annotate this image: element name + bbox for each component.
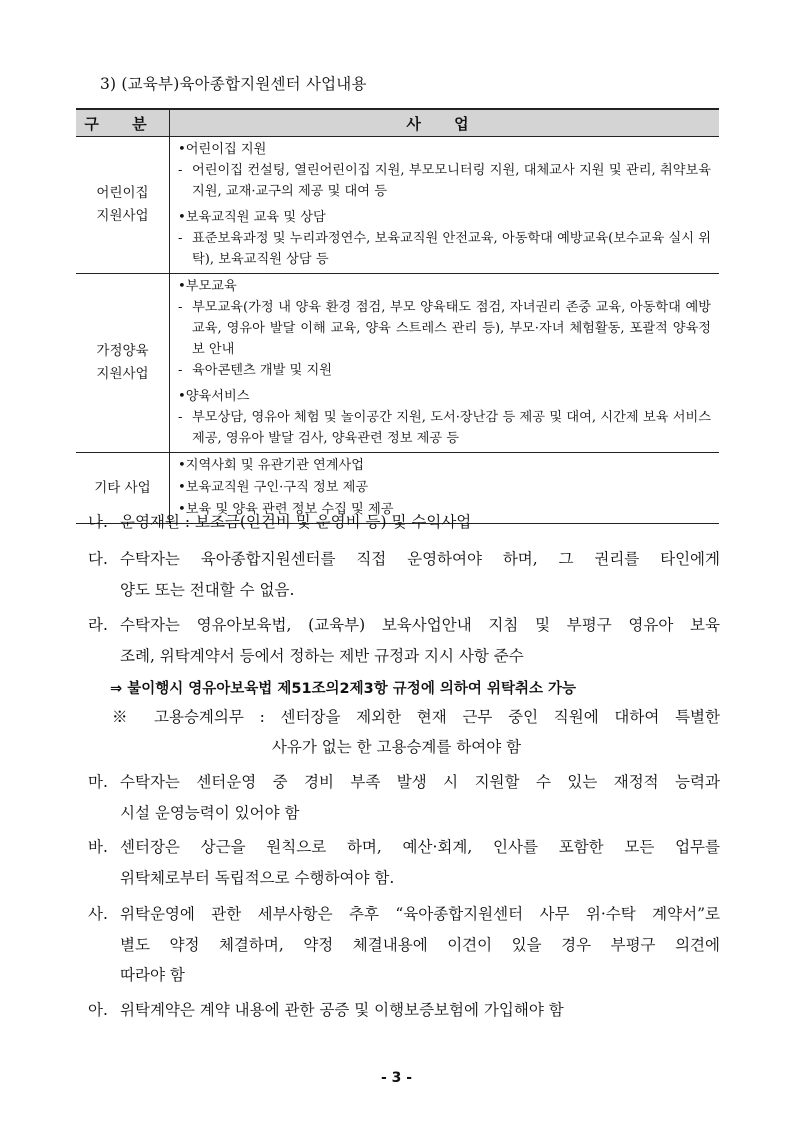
business-table <box>76 108 719 524</box>
dash-marker: - <box>178 231 183 246</box>
row-category <box>76 274 170 453</box>
item-ra <box>88 610 720 671</box>
item-na <box>88 507 720 538</box>
table-header-row <box>76 109 719 137</box>
dash-item <box>178 297 711 360</box>
item-line <box>88 641 720 672</box>
row-content <box>170 137 720 274</box>
item-label <box>88 930 120 961</box>
item-label <box>88 863 120 894</box>
item-label: 나. <box>88 513 108 531</box>
item-text: 수탁자는 센터운영 중 경비 부족 발생 시 지원할 수 있는 재정적 능력과 <box>120 773 720 791</box>
category-line: 가정양육 <box>96 343 149 359</box>
table-row <box>76 137 719 274</box>
bullet-item: •양육서비스 <box>178 389 250 404</box>
item-label <box>88 641 120 672</box>
item-label <box>88 575 120 606</box>
bullet-item: •보육교직원 구인·구직 정보 제공 <box>178 480 369 495</box>
item-line <box>88 544 720 575</box>
section-heading: 3) (교육부)육아종합지원센터 사업내용 <box>100 75 367 93</box>
dash-marker: - <box>178 363 183 378</box>
dash-item <box>178 360 711 381</box>
item-text: 조례, 위탁계약서 등에서 정하는 제반 규정과 지시 사항 준수 <box>120 646 524 665</box>
item-label: 바. <box>88 838 108 856</box>
item-line <box>88 798 720 829</box>
item-text: 운영재원 : 보조금(인건비 및 운영비 등) 및 수익사업 <box>120 513 472 531</box>
item-da <box>88 544 720 605</box>
item-text: 위탁운영에 관한 세부사항은 추후 “육아종합지원센터 사무 위·수탁 계약서”로 <box>120 905 720 923</box>
item-label <box>88 798 120 829</box>
item-line <box>88 995 720 1026</box>
item-text: 시설 운영능력이 있어야 함 <box>120 803 300 822</box>
item-ba <box>88 832 720 893</box>
table-row <box>76 274 719 453</box>
employment-note-line2: 사유가 없는 한 고용승계를 하여야 함 <box>271 738 522 756</box>
bullet-item: •보육 및 양육 관련 정보 수집 및 제공 <box>178 502 394 517</box>
item-line <box>88 832 720 863</box>
item-label: 아. <box>88 1001 108 1019</box>
page-number: - 3 - <box>380 1070 413 1086</box>
dash-item <box>178 160 711 202</box>
item-line <box>88 899 720 930</box>
bullet-item: •부모교육 <box>178 279 237 294</box>
employment-note-line1: ※ 고용승계의무 : 센터장을 제외한 현재 근무 중인 직원에 대하여 특별한 <box>112 708 720 726</box>
dash-text: 부모상담, 영유아 체험 및 놀이공간 지원, 도서·장난감 등 제공 및 대여, 시간제 보육 서비스 제공, 영유아 발달 검사, 양육관련 정보 제공 등 <box>192 410 711 446</box>
dash-text: 어린이집 컨설팅, 열린어린이집 지원, 부모모니터링 지원, 대체교사 지원 및 관리, 취약보육 지원, 교재·교구의 제공 및 대여 등 <box>192 163 711 199</box>
item-text: 위탁체로부터 독립적으로 수행하여야 함. <box>120 868 395 887</box>
item-line <box>88 930 720 961</box>
item-text: 수탁자는 육아종합지원센터를 직접 운영하여야 하며, 그 권리를 타인에게 <box>120 550 720 568</box>
dash-text: 부모교육(가정 내 양육 환경 점검, 부모 양육태도 점검, 자녀권리 존중 교육, 아동학대 예방 교육, 영유아 발달 이해 교육, 양육 스트레스 관리 등), 부모·자녀 체험활동, 포괄적 양육정보 안내 <box>192 300 711 357</box>
dash-marker: - <box>178 410 183 425</box>
item-line <box>88 767 720 798</box>
header-content: 사 업 <box>170 109 720 137</box>
bullet-item: •지역사회 및 유관기관 연계사업 <box>178 458 364 473</box>
item-text: 센터장은 상근을 원칙으로 하며, 예산·회계, 인사를 포함한 모든 업무를 <box>120 838 720 856</box>
dash-marker: - <box>178 300 183 315</box>
category-line: 지원사업 <box>96 208 149 224</box>
header-category: 구 분 <box>76 109 170 137</box>
category-line: 지원사업 <box>96 366 149 382</box>
dash-item <box>178 228 711 270</box>
item-label: 다. <box>88 550 108 568</box>
row-content <box>170 274 720 453</box>
item-label: 사. <box>88 905 108 923</box>
cancellation-note: ⇒ 불이행시 영유아보육법 제51조의2제3항 규정에 의하여 위탁취소 가능 <box>110 681 577 697</box>
dash-marker: - <box>178 163 183 178</box>
item-line <box>88 610 720 641</box>
category-line: 기타 사업 <box>94 479 151 496</box>
bullet-item: •보육교직원 교육 및 상담 <box>178 210 326 225</box>
item-text: 위탁계약은 계약 내용에 관한 공증 및 이행보증보험에 가입해야 함 <box>120 1001 564 1019</box>
item-label: 마. <box>88 773 108 791</box>
item-a <box>88 995 720 1026</box>
item-text: 따라야 함 <box>120 966 185 984</box>
item-text: 별도 약정 체결하며, 약정 체결내용에 이견이 있을 경우 부평구 의견에 <box>120 935 720 954</box>
bullet-item: •어린이집 지원 <box>178 142 267 157</box>
item-label: 라. <box>88 616 108 634</box>
dash-text: 표준보육과정 및 누리과정연수, 보육교직원 안전교육, 아동학대 예방교육(보수교육 실시 위탁), 보육교직원 상담 등 <box>192 231 711 267</box>
dash-text: 육아콘텐츠 개발 및 지원 <box>192 363 332 378</box>
item-sa <box>88 899 720 991</box>
item-text: 수탁자는 영유아보육법, (교육부) 보육사업안내 지침 및 부평구 영유아 보육 <box>120 616 720 634</box>
item-line <box>88 575 720 606</box>
dash-item <box>178 407 711 449</box>
category-line: 어린이집 <box>96 185 149 201</box>
item-line <box>88 863 720 894</box>
item-text: 양도 또는 전대할 수 없음. <box>120 580 295 599</box>
row-category <box>76 137 170 274</box>
item-label <box>88 960 120 991</box>
item-line <box>88 507 720 538</box>
item-ma <box>88 767 720 828</box>
item-line <box>88 960 720 991</box>
